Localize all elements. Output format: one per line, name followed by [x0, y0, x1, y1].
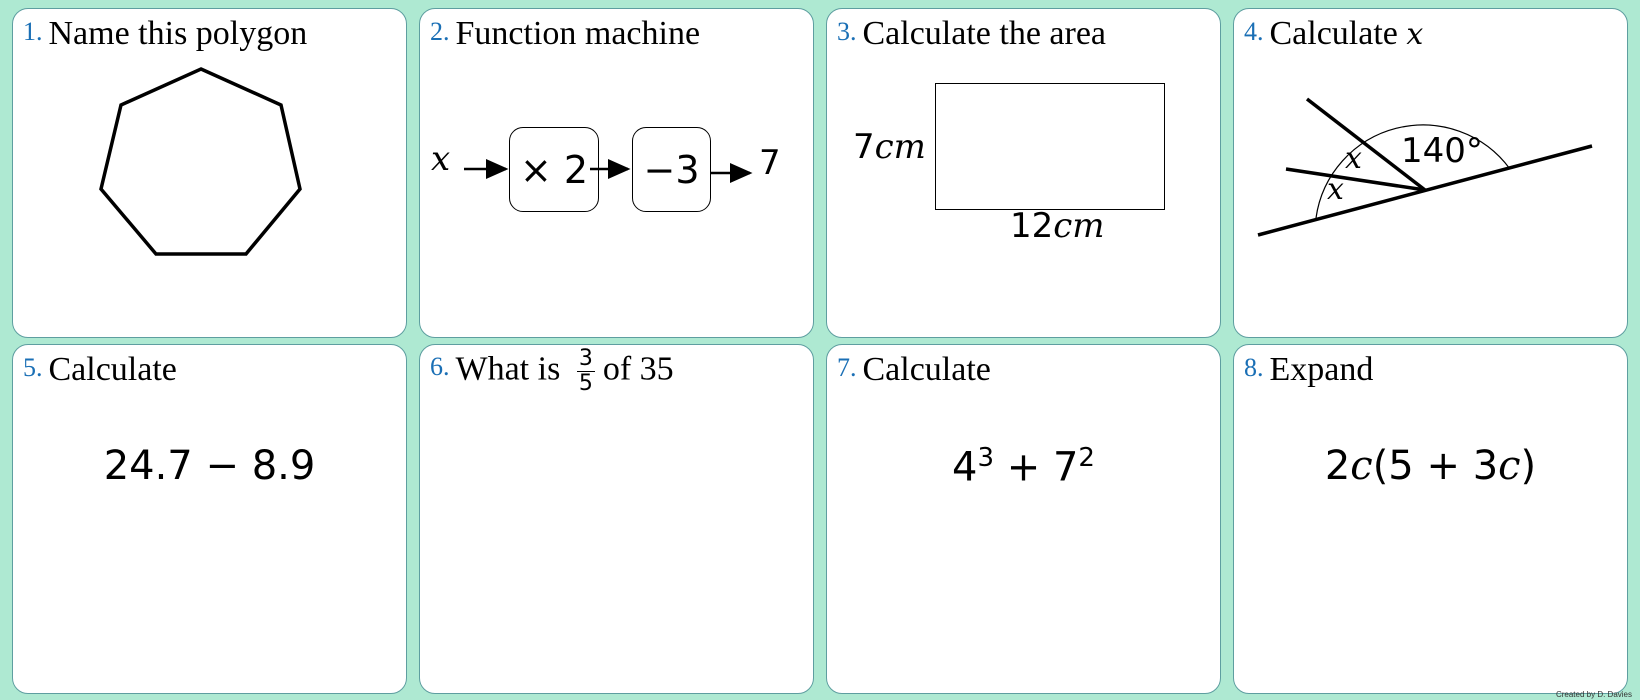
- question-number: 5.: [23, 353, 43, 382]
- question-text: Calculate: [48, 351, 177, 388]
- question-card-7: [826, 344, 1221, 694]
- expression-powers: $4^3 + 7^2$: [952, 443, 1095, 491]
- angle-label-x-lower: x: [1327, 172, 1344, 207]
- question-variable: x: [1406, 17, 1424, 52]
- rectangle-width-label: 12cm: [1010, 206, 1105, 246]
- rectangle-shape: [935, 83, 1165, 210]
- fraction-denominator: 5: [578, 371, 593, 397]
- function-input: x: [431, 139, 451, 179]
- function-box-multiply: × 2: [509, 127, 599, 212]
- fraction-numerator: 3: [578, 346, 593, 371]
- question-card-1: [12, 8, 407, 338]
- question-card-6: [419, 344, 814, 694]
- question-card-4: [1233, 8, 1628, 338]
- function-box-subtract: −3: [632, 127, 711, 212]
- angles-diagram: [1234, 9, 1628, 338]
- function-output: 7: [759, 143, 781, 183]
- question-title: [837, 351, 991, 389]
- question-text: Calculate: [862, 351, 991, 388]
- question-number: 1.: [23, 17, 43, 46]
- credit-text: Created by D. Davies: [1555, 690, 1632, 699]
- question-text: Name this polygon: [48, 15, 308, 52]
- question-card-2: [419, 8, 814, 338]
- question-number: 3.: [837, 17, 857, 46]
- question-card-5: [12, 344, 407, 694]
- question-number: 6.: [430, 352, 450, 382]
- question-number: 8.: [1244, 353, 1264, 382]
- expression-expand: 2c(5 + 3c): [1324, 443, 1537, 489]
- question-text-before: What is: [455, 350, 561, 388]
- question-card-8: [1233, 344, 1628, 694]
- question-text: Calculate: [1269, 15, 1398, 52]
- question-title: [837, 15, 1106, 53]
- rectangle-height-label: 7cm: [853, 127, 926, 167]
- question-title: [430, 347, 674, 396]
- angle-label-x-upper: x: [1345, 141, 1362, 176]
- heptagon-shape: [13, 9, 407, 338]
- question-text: Calculate the area: [862, 15, 1107, 52]
- question-text: Function machine: [455, 15, 701, 52]
- question-card-3: [826, 8, 1221, 338]
- question-number: 2.: [430, 17, 450, 46]
- question-text: Expand: [1269, 351, 1374, 388]
- angle-label-140: 140°: [1401, 131, 1483, 171]
- question-title: [23, 351, 177, 389]
- fraction: [577, 347, 595, 396]
- expression-subtraction: 24.7 − 8.9: [103, 443, 316, 489]
- question-text-after: of 35: [602, 350, 674, 388]
- question-number: 7.: [837, 353, 857, 382]
- question-number: 4.: [1244, 17, 1264, 46]
- function-arrows: [420, 9, 814, 338]
- question-title: [1244, 351, 1373, 389]
